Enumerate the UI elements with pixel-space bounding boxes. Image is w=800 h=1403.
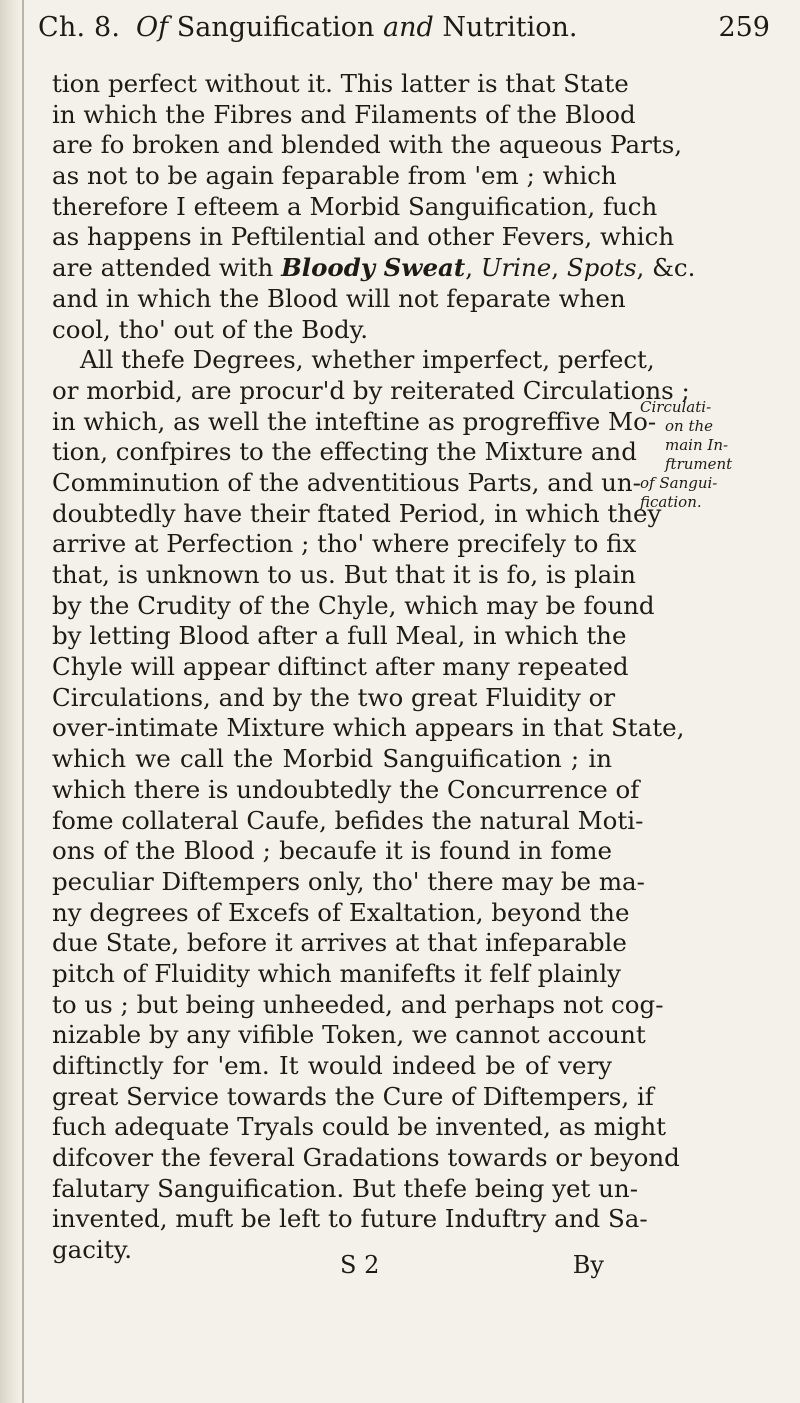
title-of: Of bbox=[136, 12, 169, 43]
text-run: , bbox=[551, 253, 567, 283]
marginal-note-line: of Sangui- bbox=[640, 474, 718, 492]
text-line: All thefe Degrees, whether imperfect, perfect, bbox=[80, 345, 655, 375]
text-run: are attended with bbox=[52, 253, 282, 283]
text-line: by the Crudity of the Chyle, which may be found bbox=[52, 590, 655, 620]
text-line: difcover the feveral Gradations towards or beyond bbox=[52, 1143, 680, 1173]
title-and: and bbox=[382, 12, 434, 43]
text-line: in which the Fibres and Filaments of the Blood bbox=[52, 99, 636, 129]
text-line: and in which the Blood will not feparate when bbox=[52, 283, 626, 313]
page-number: 259 bbox=[718, 12, 770, 43]
text-line: nizable by any vifible Token, we cannot account bbox=[52, 1020, 646, 1050]
text-line: as happens in Peftilential and other Fevers, which bbox=[52, 222, 675, 252]
text-line: arrive at Perfection ; tho' where precifely to fix bbox=[52, 529, 637, 559]
text-line: doubtedly have their ftated Period, in which they bbox=[52, 498, 662, 528]
binding-gutter bbox=[0, 0, 22, 1403]
running-header bbox=[38, 12, 778, 56]
text-line: therefore I efteem a Morbid Sanguification, fuch bbox=[52, 191, 658, 221]
text-line: by letting Blood after a full Meal, in which the bbox=[52, 621, 627, 651]
text-line: to us ; but being unheeded, and perhaps not cog- bbox=[52, 989, 664, 1019]
signature-mark: S 2 bbox=[340, 1251, 380, 1279]
text-run: , &c. bbox=[636, 253, 696, 283]
text-line: Comminution of the adventitious Parts, and un- bbox=[52, 467, 641, 497]
text-line: tion, confpires to the effecting the Mixture and bbox=[52, 437, 637, 467]
italic-bloody-sweat: Bloody Sweat bbox=[281, 253, 466, 283]
running-title bbox=[136, 12, 577, 43]
italic-spots: Spots bbox=[566, 253, 637, 283]
text-line: which there is undoubtedly the Concurrence of bbox=[52, 774, 640, 804]
marginal-note-line: ftrument bbox=[665, 455, 733, 473]
text-line: tion perfect without it. This latter is that State bbox=[52, 69, 629, 98]
marginal-note-line: on the bbox=[665, 417, 714, 435]
text-line: falutary Sanguification. But thefe being yet un- bbox=[52, 1173, 638, 1203]
marginal-note bbox=[640, 398, 790, 512]
text-line: over-intimate Mixture which appears in that State, bbox=[52, 713, 685, 743]
text-line: invented, muft be left to future Induftry and Sa- bbox=[52, 1204, 648, 1234]
title-nutrition: Nutrition. bbox=[442, 12, 578, 43]
text-line: Circulations, and by the two great Fluidity or bbox=[52, 682, 616, 712]
text-line: diftinctly for 'em. It would indeed be of very bbox=[52, 1051, 612, 1080]
text-line: or morbid, are procur'd by reiterated Circulations ; bbox=[52, 375, 690, 405]
binding-edge bbox=[22, 0, 24, 1403]
chapter-number: Ch. 8. bbox=[38, 12, 121, 43]
text-line bbox=[52, 253, 696, 284]
text-line: which we call the Morbid Sanguification ; in bbox=[52, 744, 612, 774]
marginal-note-line: Circulati- bbox=[640, 398, 712, 416]
text-line: as not to be again feparable from 'em ; which bbox=[52, 161, 617, 191]
text-line: gacity. bbox=[52, 1235, 133, 1265]
italic-urine: Urine bbox=[480, 253, 552, 283]
text-line: ny degrees of Excefs of Exaltation, beyond the bbox=[52, 897, 630, 927]
text-line: great Service towards the Cure of Diftempers, if bbox=[52, 1081, 654, 1111]
text-line: due State, before it arrives at that infeparable bbox=[52, 928, 627, 958]
marginal-note-line: fication. bbox=[640, 493, 702, 511]
text-line: pitch of Fluidity which manifefts it felf plainly bbox=[52, 958, 622, 988]
text-line: cool, tho' out of the Body. bbox=[52, 314, 369, 344]
text-line: ons of the Blood ; becaufe it is found in fome bbox=[52, 836, 612, 866]
text-line: that, is unknown to us. But that it is fo, is plain bbox=[52, 560, 636, 589]
text-line: fuch adequate Tryals could be invented, as might bbox=[52, 1112, 667, 1142]
title-sanguification: Sanguification bbox=[176, 12, 375, 43]
catchword: By bbox=[572, 1251, 604, 1279]
text-line: are fo broken and blended with the aqueous Parts, bbox=[52, 130, 683, 160]
page-footer bbox=[52, 1251, 604, 1283]
text-line: fome collateral Caufe, befides the natural Moti- bbox=[52, 805, 644, 835]
text-line: peculiar Diftempers only, tho' there may be ma- bbox=[52, 866, 645, 896]
text-line: Chyle will appear diftinct after many repeated bbox=[52, 652, 629, 682]
marginal-note-line: main In- bbox=[665, 436, 729, 454]
text-line: in which, as well the inteftine as progreffive Mo- bbox=[52, 406, 657, 436]
text-run: , bbox=[465, 253, 481, 283]
